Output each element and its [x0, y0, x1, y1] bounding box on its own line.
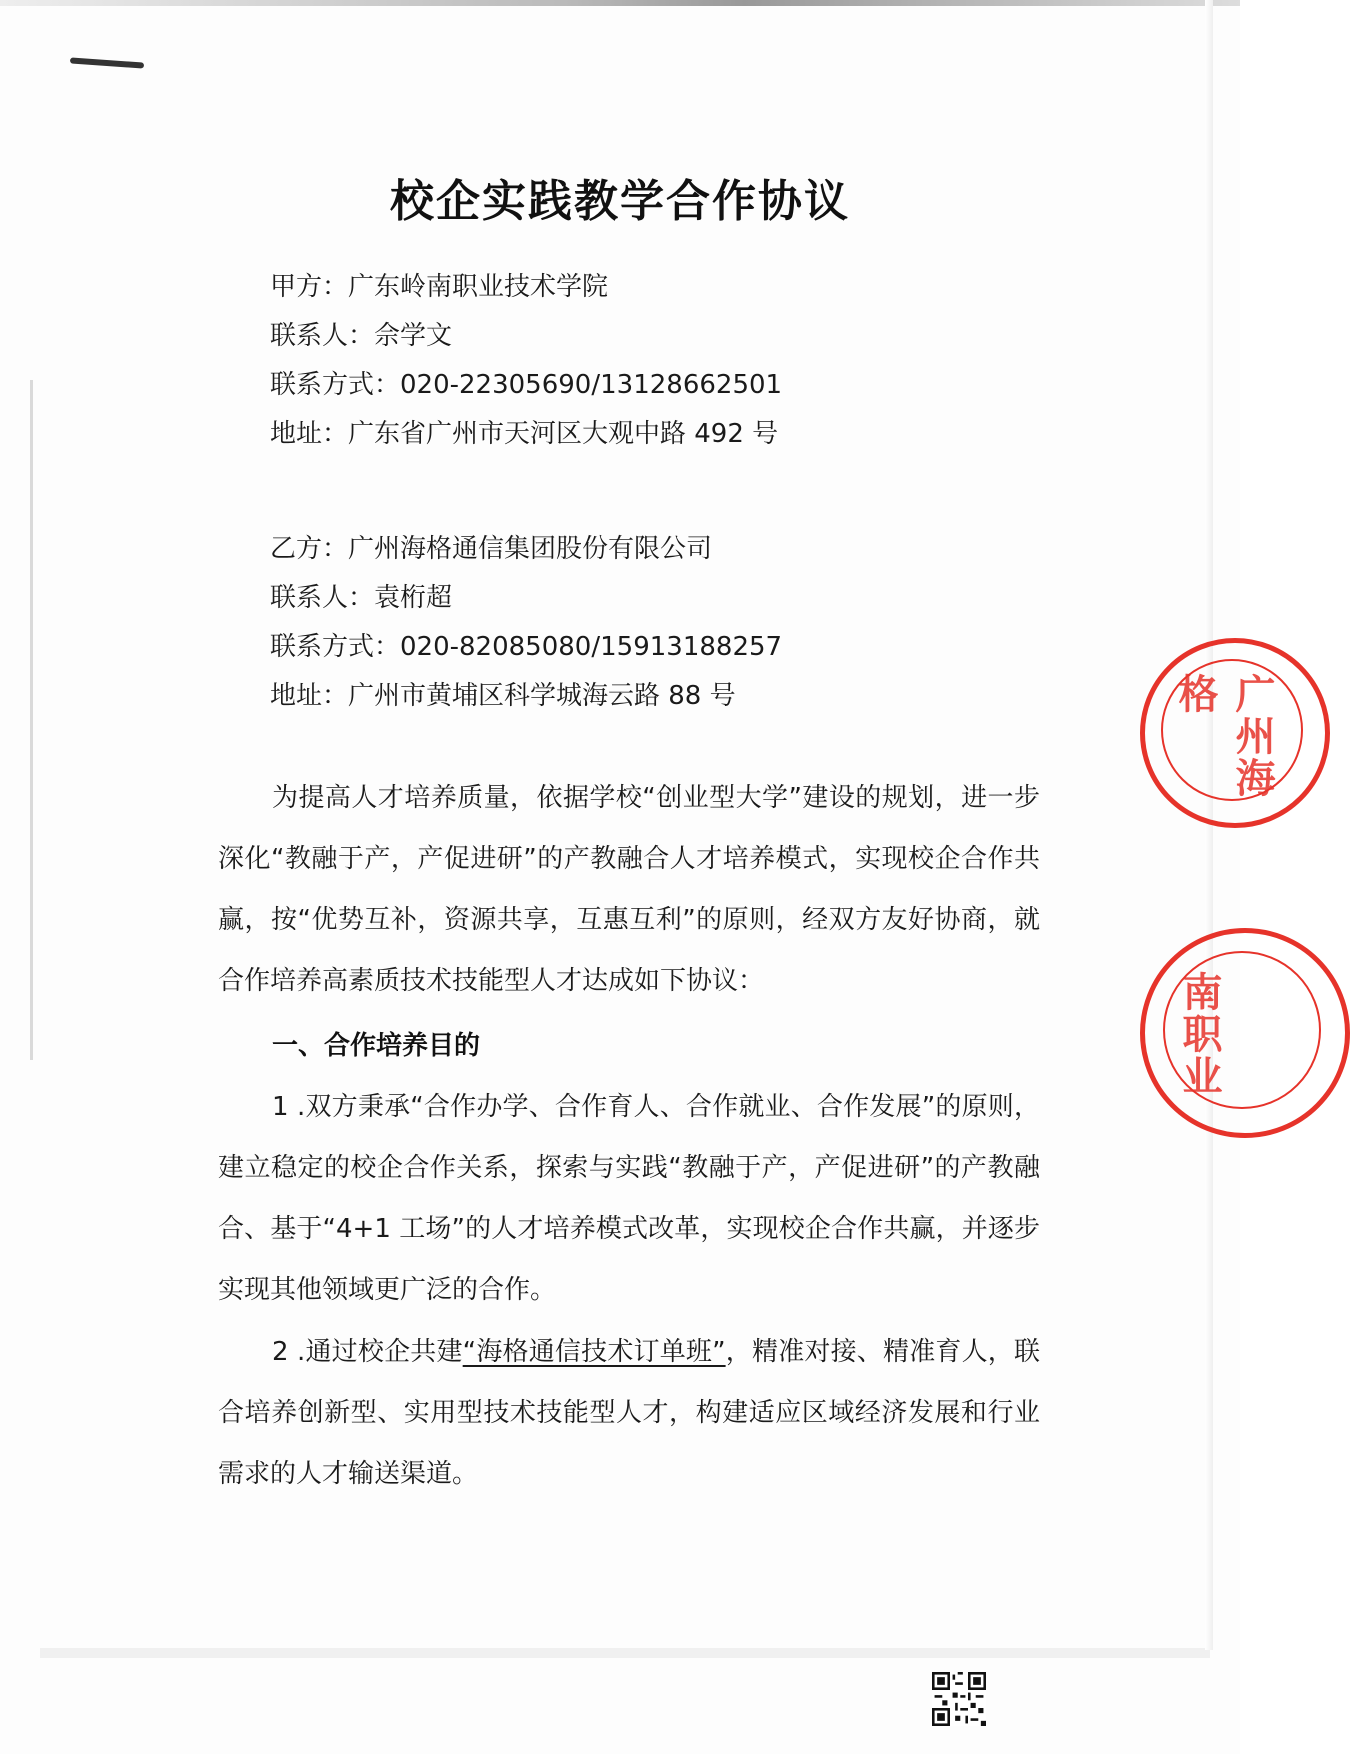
scan-edge-left — [30, 380, 33, 1060]
scan-edge-bottom — [40, 1648, 1210, 1658]
party-b-contact: 联系人：袁桁超 — [270, 583, 453, 613]
company-seal-text: 广州海格 — [1172, 673, 1276, 799]
party-a-phone: 联系方式：020-22305690/13128662501 — [270, 370, 783, 400]
clause-2-prefix: 2 .通过校企共建 — [272, 1337, 463, 1367]
school-seal-text: 南职业 — [1176, 971, 1223, 1097]
party-b-block — [270, 525, 782, 721]
clause-1-paragraph: 1 .双方秉承“合作办学、合作育人、合作就业、合作发展”的原则，建立稳定的校企合作关系，探索与实践“教融于产，产促进研”的产教融合、基于“4+1 工场”的人才培养模式改革，实现校企合作共赢，并逐步实现其他领域更广泛的合作。 — [218, 1092, 1040, 1305]
preamble-paragraph: 为提高人才培养质量，依据学校“创业型大学”建设的规划，进一步深化“教融于产，产促进研”的产教融合人才培养模式，实现校企合作共赢，按“优势互补，资源共享，互惠互利”的原则，经双方友好协商，就合作培养高素质技术技能型人才达成如下协议： — [218, 783, 1040, 996]
party-a-contact: 联系人：佘学文 — [270, 321, 453, 351]
scan-edge-top — [0, 0, 1240, 6]
clause-2-suffix: ，精准对接、精准育人，联合培养创新型、实用型技术技能型人才，构建适应区域经济发展和行业需求的人才输送渠道。 — [218, 1337, 1040, 1489]
party-a-name: 甲方：广东岭南职业技术学院 — [270, 272, 609, 302]
party-a-block — [270, 263, 782, 459]
clause-2-paragraph — [218, 1322, 1040, 1505]
section-heading: 一、合作培养目的 — [272, 1031, 481, 1061]
staple-mark — [70, 57, 144, 68]
party-b-address: 地址：广州市黄埔区科学城海云路 88 号 — [270, 681, 736, 711]
school-seal-stamp — [1140, 928, 1350, 1138]
qr-code-icon — [932, 1672, 986, 1726]
document-title: 校企实践教学合作协议 — [390, 176, 850, 227]
clause-2-class-name: “海格通信技术订单班” — [462, 1337, 726, 1367]
company-seal-stamp — [1140, 638, 1330, 828]
party-b-name: 乙方：广州海格通信集团股份有限公司 — [270, 534, 713, 564]
party-b-phone: 联系方式：020-82085080/15913188257 — [270, 632, 783, 662]
party-a-address: 地址：广东省广州市天河区大观中路 492 号 — [270, 419, 779, 449]
